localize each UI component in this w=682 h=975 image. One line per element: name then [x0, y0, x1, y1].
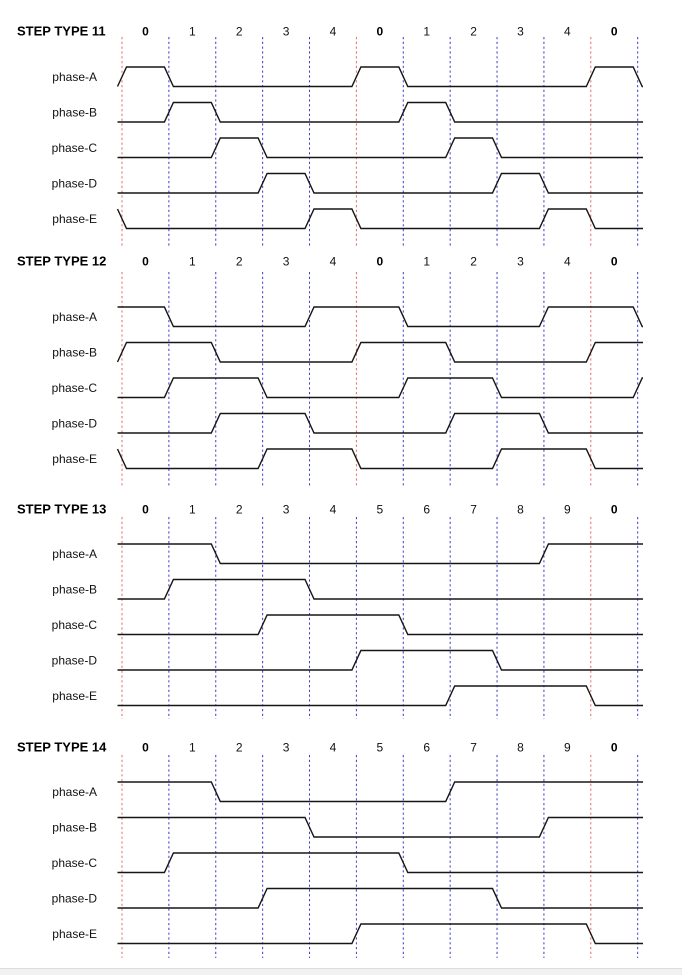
step-number-label: 0: [142, 502, 149, 517]
phase-waveform-phase-A: [118, 782, 644, 802]
step-number-label: 2: [470, 24, 477, 39]
step-number-label: 6: [423, 502, 431, 517]
step-number-label: 0: [610, 502, 618, 517]
phase-waveform-phase-C: [118, 853, 644, 873]
step-number-label: 1: [188, 24, 196, 39]
phase-label: phase-B: [52, 105, 97, 120]
phase-waveform-phase-B: [118, 103, 644, 123]
phase-waveform-phase-A: [118, 67, 644, 87]
phase-waveform-phase-B: [118, 818, 644, 838]
step-number-label: 7: [470, 740, 477, 755]
step-number-label: 2: [235, 502, 243, 517]
step-number-label: 1: [188, 502, 196, 517]
step-number-label: 0: [142, 24, 149, 39]
step-number-label: 2: [235, 254, 243, 269]
step-number-label: 1: [188, 254, 196, 269]
step-number-label: 1: [188, 740, 196, 755]
phase-waveform-phase-B: [118, 343, 644, 363]
phase-label: phase-B: [52, 345, 97, 360]
step-number-label: 4: [329, 740, 337, 755]
phase-waveform-phase-E: [118, 686, 644, 706]
phase-waveform-phase-B: [118, 580, 644, 600]
phase-label: phase-E: [52, 451, 97, 466]
phase-label: phase-A: [52, 309, 97, 324]
step-number-label: 2: [235, 24, 243, 39]
step-number-label: 1: [423, 24, 431, 39]
step-number-label: 4: [329, 24, 337, 39]
phase-waveform-phase-E: [118, 924, 644, 944]
phase-label: phase-C: [51, 855, 97, 870]
step-number-label: 4: [564, 24, 571, 39]
phase-label: phase-D: [51, 653, 97, 668]
section-title: STEP TYPE 14: [17, 739, 107, 755]
page-bottom-strip: [0, 968, 682, 975]
phase-label: phase-A: [52, 784, 97, 799]
step-number-label: 9: [564, 740, 571, 755]
phase-label: phase-B: [52, 820, 97, 835]
step-number-label: 0: [610, 740, 618, 755]
phase-waveform-phase-C: [118, 378, 644, 398]
step-type-section: [17, 254, 643, 487]
section-title: STEP TYPE 13: [17, 501, 107, 517]
phase-waveform-phase-D: [118, 651, 644, 671]
phase-label: phase-E: [52, 926, 97, 941]
step-number-label: 8: [517, 740, 524, 755]
phase-label: phase-C: [51, 140, 97, 155]
phase-waveform-phase-D: [118, 889, 644, 909]
phase-label: phase-E: [52, 688, 97, 703]
phase-label: phase-A: [52, 546, 97, 561]
phase-label: phase-D: [51, 416, 97, 431]
step-number-label: 0: [376, 24, 384, 39]
phase-label: phase-D: [51, 891, 97, 906]
step-number-label: 9: [564, 502, 571, 517]
step-number-label: 8: [517, 502, 524, 517]
step-type-section: [17, 502, 643, 720]
step-number-label: 3: [282, 254, 290, 269]
step-number-label: 3: [282, 740, 290, 755]
phase-label: phase-B: [52, 582, 97, 597]
step-number-label: 5: [376, 502, 384, 517]
step-number-label: 0: [142, 254, 149, 269]
step-number-label: 0: [610, 24, 618, 39]
step-number-label: 0: [376, 254, 384, 269]
phase-waveform-phase-C: [118, 138, 644, 158]
step-number-label: 4: [329, 502, 337, 517]
step-number-label: 6: [423, 740, 431, 755]
step-number-label: 5: [376, 740, 384, 755]
phase-waveform-phase-E: [118, 449, 644, 469]
step-type-section: [17, 740, 643, 959]
phase-waveform-phase-D: [118, 414, 644, 434]
phase-waveform-phase-D: [118, 174, 644, 194]
phase-label: phase-C: [51, 617, 97, 632]
section-title: STEP TYPE 11: [17, 23, 106, 39]
step-number-label: 0: [142, 740, 149, 755]
step-number-label: 4: [564, 254, 571, 269]
phase-label: phase-C: [51, 380, 97, 395]
step-number-label: 0: [610, 254, 618, 269]
phase-waveform-phase-E: [118, 209, 644, 229]
step-number-label: 7: [470, 502, 477, 517]
step-number-label: 4: [329, 254, 337, 269]
section-title: STEP TYPE 12: [17, 253, 107, 269]
step-number-label: 2: [470, 254, 477, 269]
step-number-label: 2: [235, 740, 243, 755]
step-type-section: [17, 24, 643, 247]
phase-label: phase-A: [52, 69, 97, 84]
phase-label: phase-D: [51, 176, 97, 191]
phase-label: phase-E: [52, 211, 97, 226]
step-number-label: 3: [517, 254, 524, 269]
phase-waveform-phase-A: [118, 307, 644, 327]
phase-waveform-phase-C: [118, 615, 644, 635]
step-number-label: 3: [282, 24, 290, 39]
phase-waveform-phase-A: [118, 544, 644, 564]
step-number-label: 3: [517, 24, 524, 39]
step-number-label: 3: [282, 502, 290, 517]
step-number-label: 1: [423, 254, 431, 269]
